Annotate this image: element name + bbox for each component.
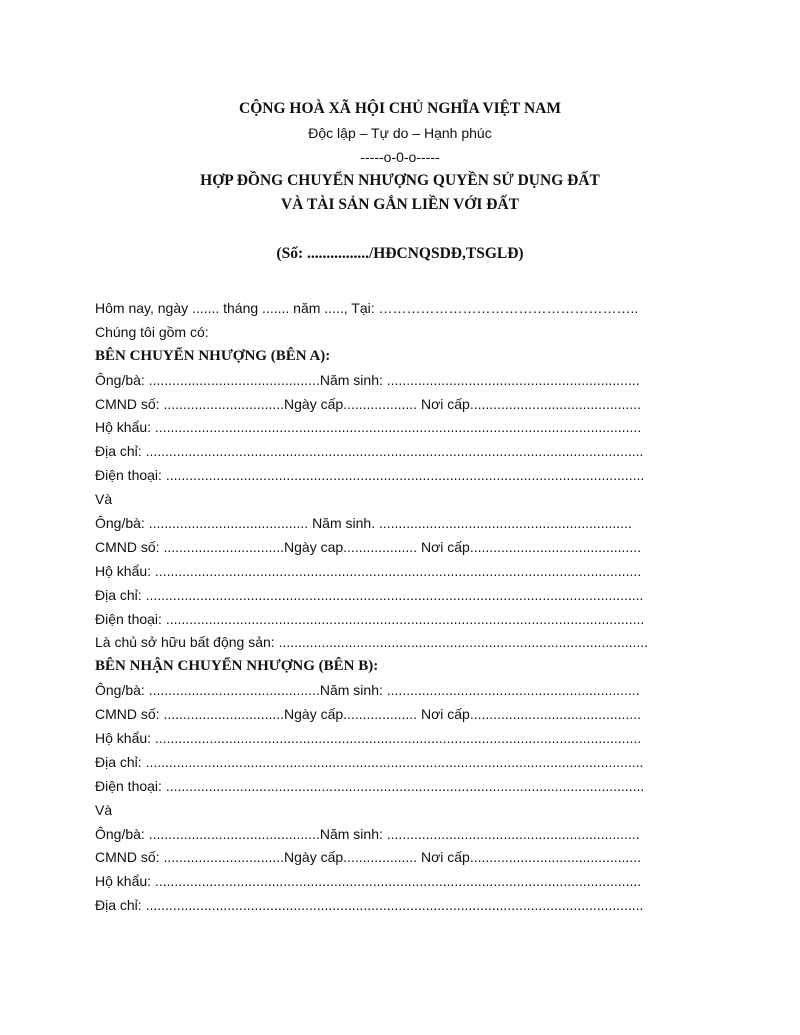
header-separator: -----o-0-o----- <box>360 149 440 165</box>
party-a-1-id-field: CMND số: ...............................Ngày cấp................... Nơi cấp............................................ <box>95 395 641 412</box>
contract-number: (Số: ................/HĐCNQSDĐ,TSGLĐ) <box>276 245 524 262</box>
party-b-1-id-field: CMND số: ...............................Ngày cấp................... Nơi cấp............................................ <box>95 706 641 723</box>
party-a-2-address-field: Địa chỉ: ................................................................................................................................ <box>95 586 644 603</box>
section-heading-party-b: BÊN NHẬN CHUYỂN NHƯỢNG (BÊN B): <box>95 658 379 675</box>
contract-title-line-1: HỢP ĐỒNG CHUYỂN NHƯỢNG QUYỀN SỬ DỤNG ĐẤT <box>200 172 600 189</box>
section-heading-party-a: BÊN CHUYỂN NHƯỢNG (BÊN A): <box>95 347 331 364</box>
party-a-conjunction: Và <box>95 491 113 508</box>
property-owner-field: Là chủ sở hữu bất động sản: ............................................................................................... <box>95 634 649 651</box>
party-a-2-phone-field: Điện thoại: ........................................................................................................................... <box>95 610 645 627</box>
parties-intro: Chúng tôi gồm có: <box>95 323 209 340</box>
party-b-2-address-field: Địa chỉ: ................................................................................................................................ <box>95 897 644 914</box>
national-motto: Độc lập – Tự do – Hạnh phúc <box>308 125 492 141</box>
party-a-2-household-field: Hộ khẩu: ............................................................................................................................. <box>95 562 642 579</box>
party-b-conjunction: Và <box>95 801 113 818</box>
contract-title-line-2: VÀ TÀI SẢN GẮN LIỀN VỚI ĐẤT <box>280 196 519 213</box>
date-place-line: Hôm nay, ngày ....... tháng ....... năm ....., Tại: ……………………………………………….. <box>95 300 639 316</box>
party-a-1-household-field: Hộ khẩu: ............................................................................................................................. <box>95 419 642 436</box>
national-title: CỘNG HOÀ XÃ HỘI CHỦ NGHĨA VIỆT NAM <box>239 100 561 117</box>
party-b-2-name-field: Ông/bà: ............................................Năm sinh: ................................................................. <box>95 825 640 842</box>
party-a-1-name-field: Ông/bà: ............................................Năm sinh: ................................................................. <box>95 371 640 388</box>
party-b-1-phone-field: Điện thoại: ........................................................................................................................... <box>95 777 645 794</box>
party-a-2-id-field: CMND số: ...............................Ngày cap................... Nơi cấp............................................ <box>95 538 641 555</box>
party-b-1-address-field: Địa chỉ: ................................................................................................................................ <box>95 753 644 770</box>
party-b-2-household-field: Hộ khẩu: ............................................................................................................................. <box>95 873 642 890</box>
party-a-1-address-field: Địa chỉ: ................................................................................................................................ <box>95 443 644 460</box>
contract-body <box>95 297 735 918</box>
party-a-2-name-field: Ông/bà: ......................................... Năm sinh. ................................................................. <box>95 515 632 532</box>
party-b-2-id-field: CMND số: ...............................Ngày cấp................... Nơi cấp............................................ <box>95 849 641 866</box>
party-b-1-name-field: Ông/bà: ............................................Năm sinh: ................................................................. <box>95 682 640 699</box>
party-a-1-phone-field: Điện thoại: ........................................................................................................................... <box>95 467 645 484</box>
party-b-1-household-field: Hộ khẩu: ............................................................................................................................. <box>95 730 642 747</box>
